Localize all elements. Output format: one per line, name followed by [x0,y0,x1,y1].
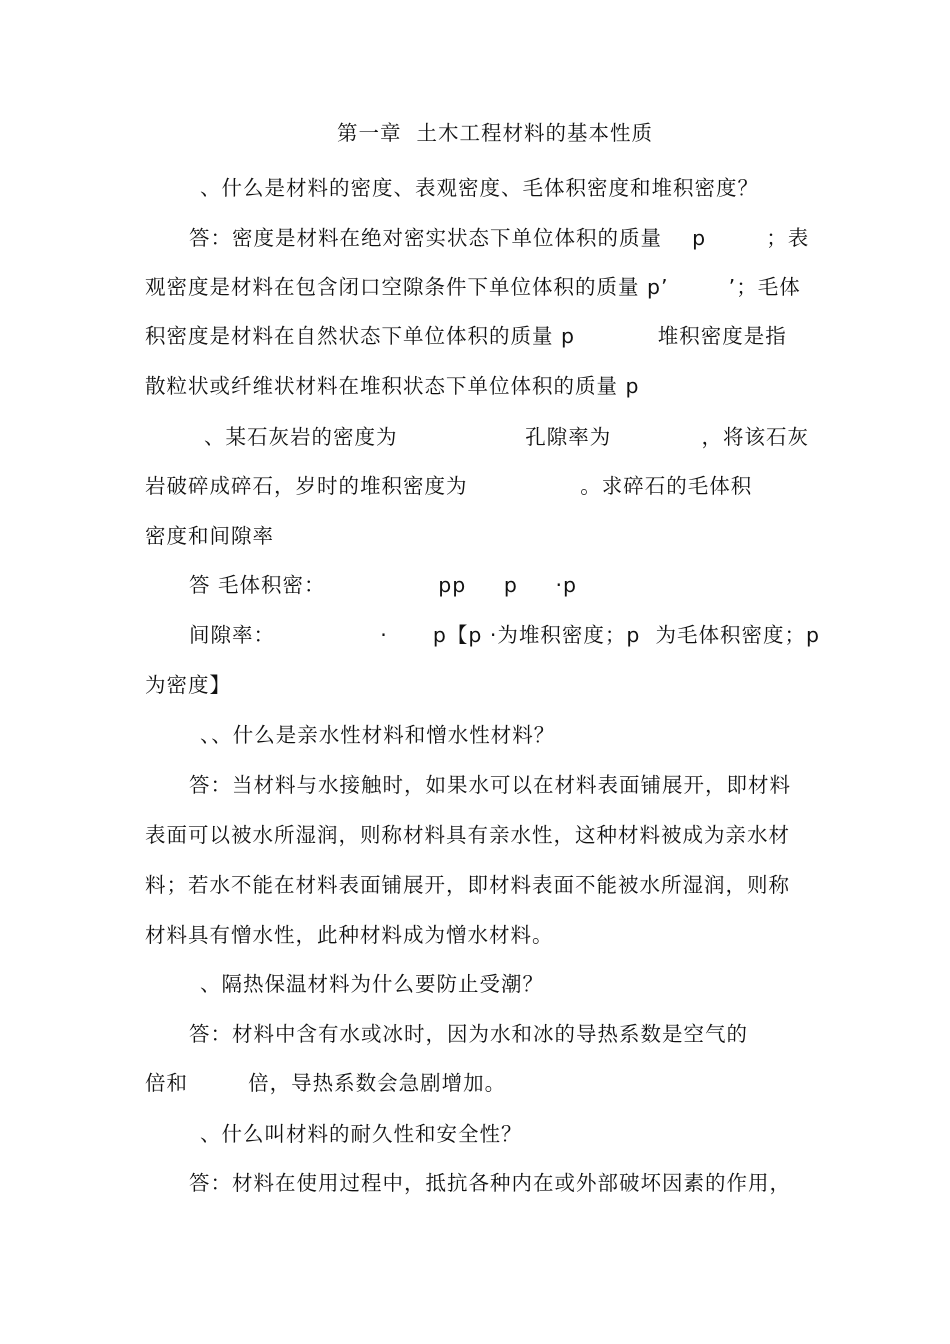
answer-3-line-1: 答：当材料与水接触时，如果水可以在材料表面铺展开，即材料 [189,773,791,797]
answer-1-line-1: 答：密度是材料在绝对密实状态下单位体积的质量 p ；表 [189,226,810,250]
answer-1-line-4: 散粒状或纤维状材料在堆积状态下单位体积的质量 p [145,374,640,398]
answer-4-line-2: 倍和 倍，导热系数会急剧增加。 [145,1071,507,1095]
answer-2-line-2: 间隙率： · p【p ·为堆积密度；p 为毛体积密度；p [189,623,820,647]
answer-3-line-2: 表面可以被水所湿润，则称材料具有亲水性，这种材料被成为亲水材 [145,823,790,847]
question-2-line-3: 密度和间隙率 [145,524,274,548]
answer-4-line-1: 答：材料中含有水或冰时，因为水和冰的导热系数是空气的 [189,1022,748,1046]
question-2-line-1: 、某石灰岩的密度为 孔隙率为 ，将该石灰 [204,425,809,449]
answer-3-line-4: 材料具有憎水性，此种材料成为憎水材料。 [145,923,554,947]
question-1: 、什么是材料的密度、表观密度、毛体积密度和堆积密度？ [200,176,759,200]
answer-1-line-3: 积密度是材料在自然状态下单位体积的质量 p 堆积密度是指 [145,324,787,348]
question-5: 、什么叫材料的耐久性和安全性？ [200,1122,523,1146]
question-4: 、隔热保温材料为什么要防止受潮？ [200,972,544,996]
question-2-line-2: 岩破碎成碎石，岁时的堆积密度为 。求碎石的毛体积 [145,474,753,498]
answer-3-line-3: 料；若水不能在材料表面铺展开，即材料表面不能被水所湿润，则称 [145,873,790,897]
answer-2-line-3: 为密度】 [145,673,231,697]
question-3: 、、什么是亲水性材料和憎水性材料？ [200,723,556,747]
chapter-title: 第一章 土木工程材料的基本性质 [337,121,654,145]
answer-2-line-1: 答 毛体积密： pp p ·p [189,573,577,597]
answer-1-line-2: 观密度是材料在包含闭口空隙条件下单位体积的质量 p’ ’；毛体 [145,275,801,299]
answer-5-line-1: 答：材料在使用过程中，抵抗各种内在或外部破坏因素的作用， [189,1171,791,1195]
